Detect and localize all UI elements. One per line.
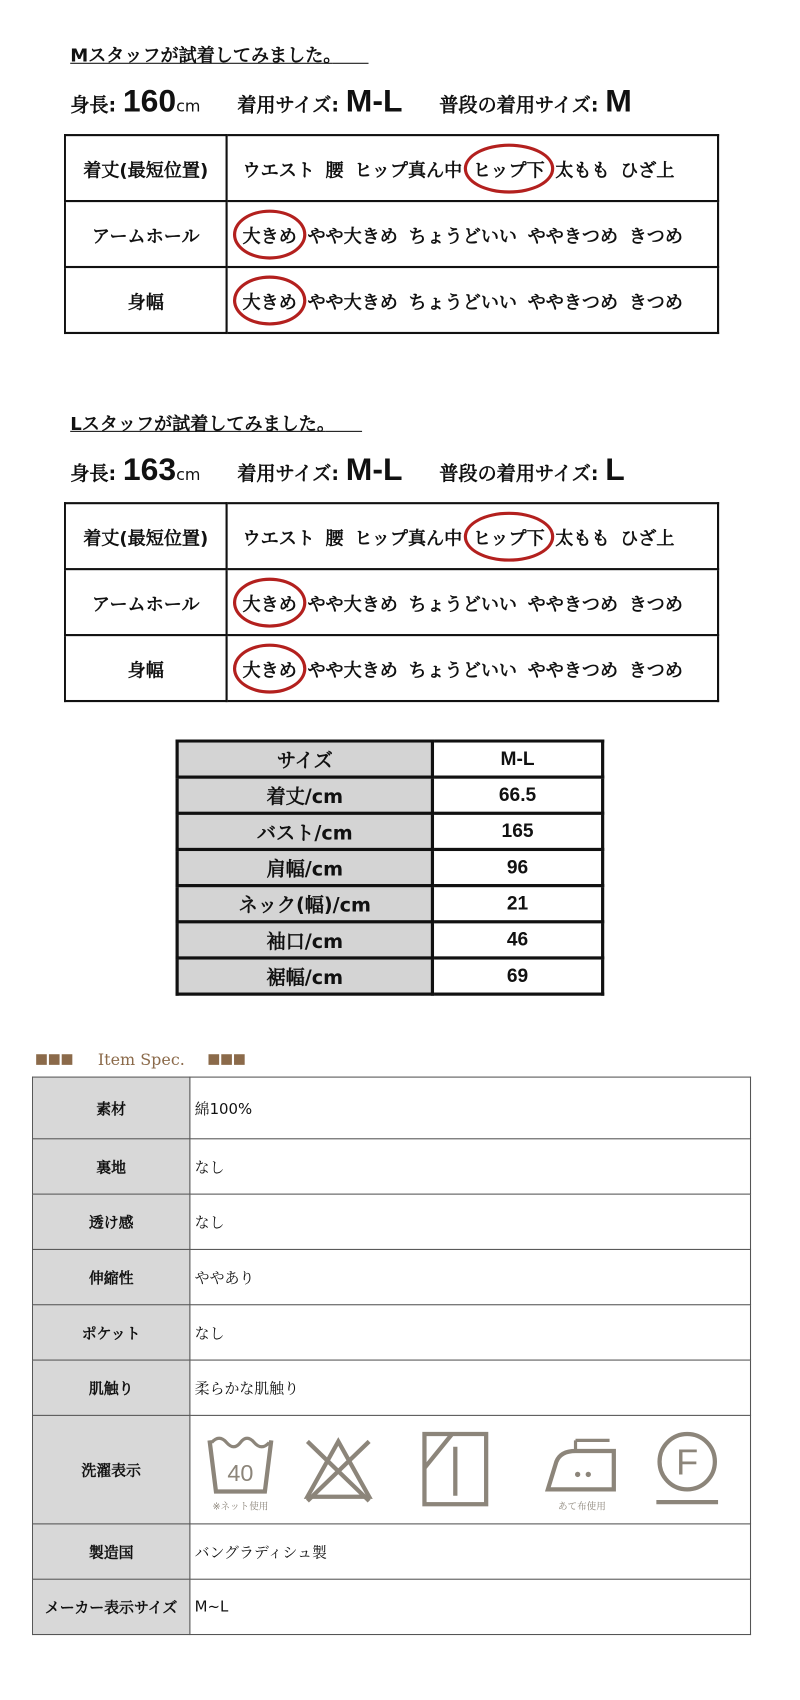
spec-key: メーカー表示サイズ [32, 1579, 189, 1634]
table-row [177, 886, 603, 922]
spec-value: なし [190, 1305, 751, 1360]
fit-row-label: 身幅 [65, 635, 227, 701]
l-staff-title: Lスタッフが試着してみました。 [70, 413, 326, 436]
fit-option: ちょうどいい [408, 226, 518, 248]
fit-option: 太もも [555, 160, 610, 182]
spec-table [32, 1077, 751, 1635]
fit-option: きつめ [628, 660, 683, 682]
fit-option: やや大きめ [307, 226, 398, 248]
fit-option: ややきつめ [527, 292, 619, 314]
fit-option: ややきつめ [527, 594, 619, 616]
spec-key: 裏地 [32, 1139, 189, 1194]
size-value: 46 [432, 922, 602, 958]
size-key: バスト/cm [177, 813, 432, 849]
size-value: 21 [432, 886, 602, 922]
fit-row-label: アームホール [65, 201, 227, 267]
spec-key: 透け感 [32, 1194, 189, 1249]
table-row [32, 1139, 750, 1194]
wash-note: ※ネット使用 [212, 1501, 269, 1513]
fit-option-selected: 大きめ [243, 287, 297, 314]
table-row [65, 503, 718, 569]
size-key: 着丈/cm [177, 777, 432, 813]
spec-key: 製造国 [32, 1524, 189, 1579]
table-row [32, 1579, 750, 1634]
table-row [32, 1360, 750, 1415]
fit-option: きつめ [628, 594, 683, 616]
fit-options [227, 503, 718, 569]
m-height-unit: cm [176, 96, 201, 116]
l-worn-label: 着用サイズ: [237, 462, 340, 486]
fit-options [227, 267, 718, 333]
table-row [32, 1194, 750, 1249]
item-spec-title: Item Spec. [97, 1049, 185, 1070]
table-row [65, 135, 718, 201]
size-value: 165 [432, 813, 602, 849]
table-row [65, 569, 718, 635]
size-value: 96 [432, 849, 602, 885]
square-icon [49, 1054, 60, 1065]
l-usual-value: L [605, 452, 625, 488]
fit-option: やや大きめ [307, 594, 398, 616]
square-icon [221, 1054, 232, 1065]
fit-option: きつめ [628, 292, 683, 314]
fit-option-selected: 大きめ [243, 589, 297, 616]
size-header-key: サイズ [177, 741, 432, 777]
fit-row-label: 着丈(最短位置) [65, 135, 227, 201]
fit-options [227, 635, 718, 701]
size-key: 肩幅/cm [177, 849, 432, 885]
table-row [32, 1077, 750, 1139]
fit-option: 腰 [325, 160, 344, 182]
fit-option: 腰 [325, 528, 344, 550]
m-staff-title: Mスタッフが試着してみました。 [70, 45, 333, 68]
fit-option: やや大きめ [307, 660, 398, 682]
fit-option: ヒップ真ん中 [354, 160, 463, 182]
m-fit-table [64, 134, 719, 334]
spec-value: なし [190, 1194, 751, 1249]
care-labels [190, 1415, 751, 1524]
fit-option: ややきつめ [527, 226, 619, 248]
iron-low-cloth-icon [544, 1429, 621, 1513]
fit-option-selected: 大きめ [243, 655, 297, 682]
table-row [65, 267, 718, 333]
spec-key: 伸縮性 [32, 1249, 189, 1304]
square-icon [36, 1054, 47, 1065]
size-value: 69 [432, 958, 602, 994]
square-icon [208, 1054, 219, 1065]
table-row [177, 958, 603, 994]
spec-value: 綿100% [190, 1077, 751, 1139]
wash-temp: 40 [227, 1459, 254, 1486]
table-row [177, 922, 603, 958]
spec-value: バングラディシュ製 [190, 1524, 751, 1579]
fit-option: ウエスト [242, 160, 315, 182]
spec-value: ややあり [190, 1249, 751, 1304]
fit-option: ちょうどいい [408, 660, 518, 682]
fit-option: ちょうどいい [408, 292, 518, 314]
fit-option: きつめ [628, 226, 683, 248]
m-worn-label: 着用サイズ: [237, 94, 340, 118]
fit-row-label: 身幅 [65, 267, 227, 333]
m-height-label: 身長: [70, 94, 117, 118]
fit-options [227, 201, 718, 267]
fit-option: やや大きめ [307, 292, 398, 314]
spec-key: 肌触り [32, 1360, 189, 1415]
square-icon [234, 1054, 245, 1065]
fit-option: ヒップ真ん中 [354, 528, 463, 550]
size-key: ネック(幅)/cm [177, 886, 432, 922]
table-row [32, 1305, 750, 1360]
spec-value: M~L [190, 1579, 751, 1634]
l-height-unit: cm [176, 464, 201, 485]
spec-key: ポケット [32, 1305, 189, 1360]
fit-options [227, 569, 718, 635]
spec-value: 柔らかな肌触り [190, 1360, 751, 1415]
fit-option: ウエスト [242, 528, 315, 550]
l-fit-table [64, 502, 719, 702]
wash-40-net-icon [205, 1429, 275, 1513]
size-value: 66.5 [432, 777, 602, 813]
fit-row-label: 着丈(最短位置) [65, 503, 227, 569]
fit-option-selected: ヒップ下 [473, 523, 545, 550]
size-key: 裾幅/cm [177, 958, 432, 994]
fit-option: ちょうどいい [408, 594, 518, 616]
m-worn-value: M-L [345, 84, 403, 120]
no-bleach-icon [303, 1435, 373, 1505]
l-height-label: 身長: [70, 462, 117, 486]
m-staff-stats [70, 84, 632, 120]
fit-option: ひざ上 [620, 160, 675, 182]
l-usual-label: 普段の着用サイズ: [439, 462, 599, 486]
table-row [32, 1524, 750, 1579]
table-row [177, 849, 603, 885]
fit-row-label: アームホール [65, 569, 227, 635]
fit-option-selected: 大きめ [243, 221, 297, 248]
line-dry-shade-icon [420, 1429, 490, 1510]
size-table [176, 739, 605, 995]
spec-key: 素材 [32, 1077, 189, 1139]
table-row [32, 1249, 750, 1304]
l-height-value: 163 [122, 452, 177, 488]
l-worn-value: M-L [345, 452, 403, 488]
m-usual-value: M [605, 84, 632, 120]
l-staff-stats [70, 452, 625, 488]
dryclean-letter: F [676, 1440, 699, 1482]
m-usual-label: 普段の着用サイズ: [439, 94, 599, 118]
fit-options [227, 135, 718, 201]
size-key: 袖口/cm [177, 922, 432, 958]
dryclean-f-icon [650, 1429, 724, 1510]
fit-option: ややきつめ [527, 660, 619, 682]
table-row [65, 635, 718, 701]
table-row [32, 1415, 750, 1524]
fit-option-selected: ヒップ下 [473, 155, 545, 182]
m-height-value: 160 [122, 84, 177, 120]
size-table-header [177, 741, 603, 777]
table-row [177, 813, 603, 849]
spec-key: 洗濯表示 [32, 1415, 189, 1524]
table-row [177, 777, 603, 813]
iron-note: あて布使用 [557, 1501, 606, 1513]
item-spec-heading [36, 1049, 246, 1069]
size-header-value: M-L [432, 741, 602, 777]
table-row [65, 201, 718, 267]
fit-option: ひざ上 [620, 528, 675, 550]
fit-option: 太もも [555, 528, 610, 550]
square-icon [62, 1054, 73, 1065]
spec-value: なし [190, 1139, 751, 1194]
